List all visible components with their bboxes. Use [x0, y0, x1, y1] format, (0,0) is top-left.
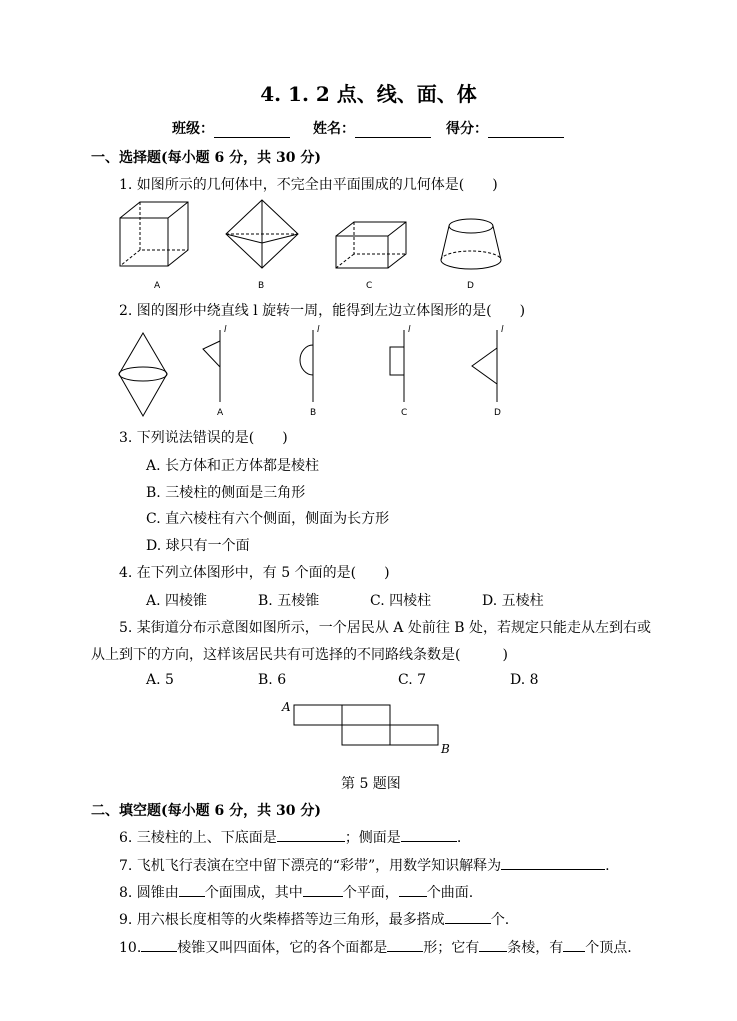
name-label: 姓名： [313, 121, 355, 137]
question-1: 1. 如图所示的几何体中，不完全由平面围成的几何体是( ) [119, 177, 498, 193]
q2-label-b: B [310, 408, 317, 418]
q4-option-d: D. 五棱柱 [482, 593, 544, 609]
question-9: 9. 用六根长度相等的火柴棒搭等边三角形，最多搭成 个. [119, 912, 510, 928]
q10-blank-2 [387, 939, 423, 952]
q1-label-a: A [154, 281, 161, 291]
point-a-label: A [282, 700, 291, 714]
q1-label-d: D [467, 281, 474, 291]
q5-figure-caption: 第 5 题图 [341, 776, 401, 792]
q6-blank-1 [277, 829, 345, 842]
q8-blank-3 [399, 884, 427, 897]
question-5-line1: 5. 某街道分布示意图如图所示，一个居民从 A 处前往 B 处，若规定只能走从左到右或 [119, 620, 652, 636]
q10-blank-1 [141, 939, 177, 952]
q6-blank-2 [401, 829, 457, 842]
q10-blank-4 [563, 939, 585, 952]
q5-option-d: D. 8 [510, 672, 539, 688]
q4-option-b: B. 五棱锥 [258, 593, 320, 609]
q2-label-d: D [494, 408, 501, 418]
class-label: 班级： [172, 121, 214, 137]
q2-label-c: C [401, 408, 408, 418]
score-label: 得分： [446, 121, 488, 137]
question-4: 4. 在下列立体图形中，有 5 个面的是( ) [119, 565, 390, 581]
q10-blank-3 [479, 939, 507, 952]
q2-label-a: A [217, 408, 224, 418]
axis-label-a: l [224, 325, 227, 335]
question-10: 10. 棱锥又叫四面体，它的各个面都是 形；它有 条棱，有 个顶点. [119, 940, 632, 956]
q8-blank-2 [303, 884, 343, 897]
question-5-line2: 从上到下的方向，这样该居民共有可选择的不同路线条数是( ) [91, 647, 508, 663]
q5-option-c: C. 7 [398, 672, 427, 688]
q4-option-c: C. 四棱柱 [370, 593, 432, 609]
axis-label-d: l [501, 325, 504, 335]
q7-blank [501, 857, 605, 870]
point-b-label: B [441, 742, 450, 756]
axis-label-c: l [408, 325, 411, 335]
q1-label-c: C [366, 281, 373, 291]
question-6: 6. 三棱柱的上、下底面是 ；侧面是 . [119, 830, 462, 846]
q9-blank [445, 911, 491, 924]
q5-option-b: B. 6 [258, 672, 287, 688]
fill-section-heading: 二、填空题(每小题 6 分，共 30 分) [91, 803, 321, 819]
q8-blank-1 [179, 884, 205, 897]
question-2: 2. 图的图形中绕直线 l 旋转一周，能得到左边立体图形的是( ) [119, 303, 526, 319]
q3-option-b: B. 三棱柱的侧面是三角形 [146, 485, 306, 501]
q3-option-a: A. 长方体和正方体都是棱柱 [146, 458, 320, 474]
page-title: 4. 1. 2 点、线、面、体 [260, 82, 477, 106]
q3-option-d: D. 球只有一个面 [146, 538, 250, 554]
choice-section-heading: 一、选择题(每小题 6 分，共 30 分) [91, 150, 321, 166]
q5-option-a: A. 5 [146, 672, 174, 688]
question-8: 8. 圆锥由 个面围成，其中 个平面， 个曲面. [119, 885, 474, 901]
question-3: 3. 下列说法错误的是( ) [119, 430, 288, 446]
question-7: 7. 飞机飞行表演在空中留下漂亮的“彩带”，用数学知识解释为 . [119, 858, 610, 874]
axis-label-b: l [317, 325, 320, 335]
q3-option-c: C. 直六棱柱有六个侧面，侧面为长方形 [146, 511, 390, 527]
q1-label-b: B [258, 281, 265, 291]
q4-option-a: A. 四棱锥 [146, 593, 208, 609]
